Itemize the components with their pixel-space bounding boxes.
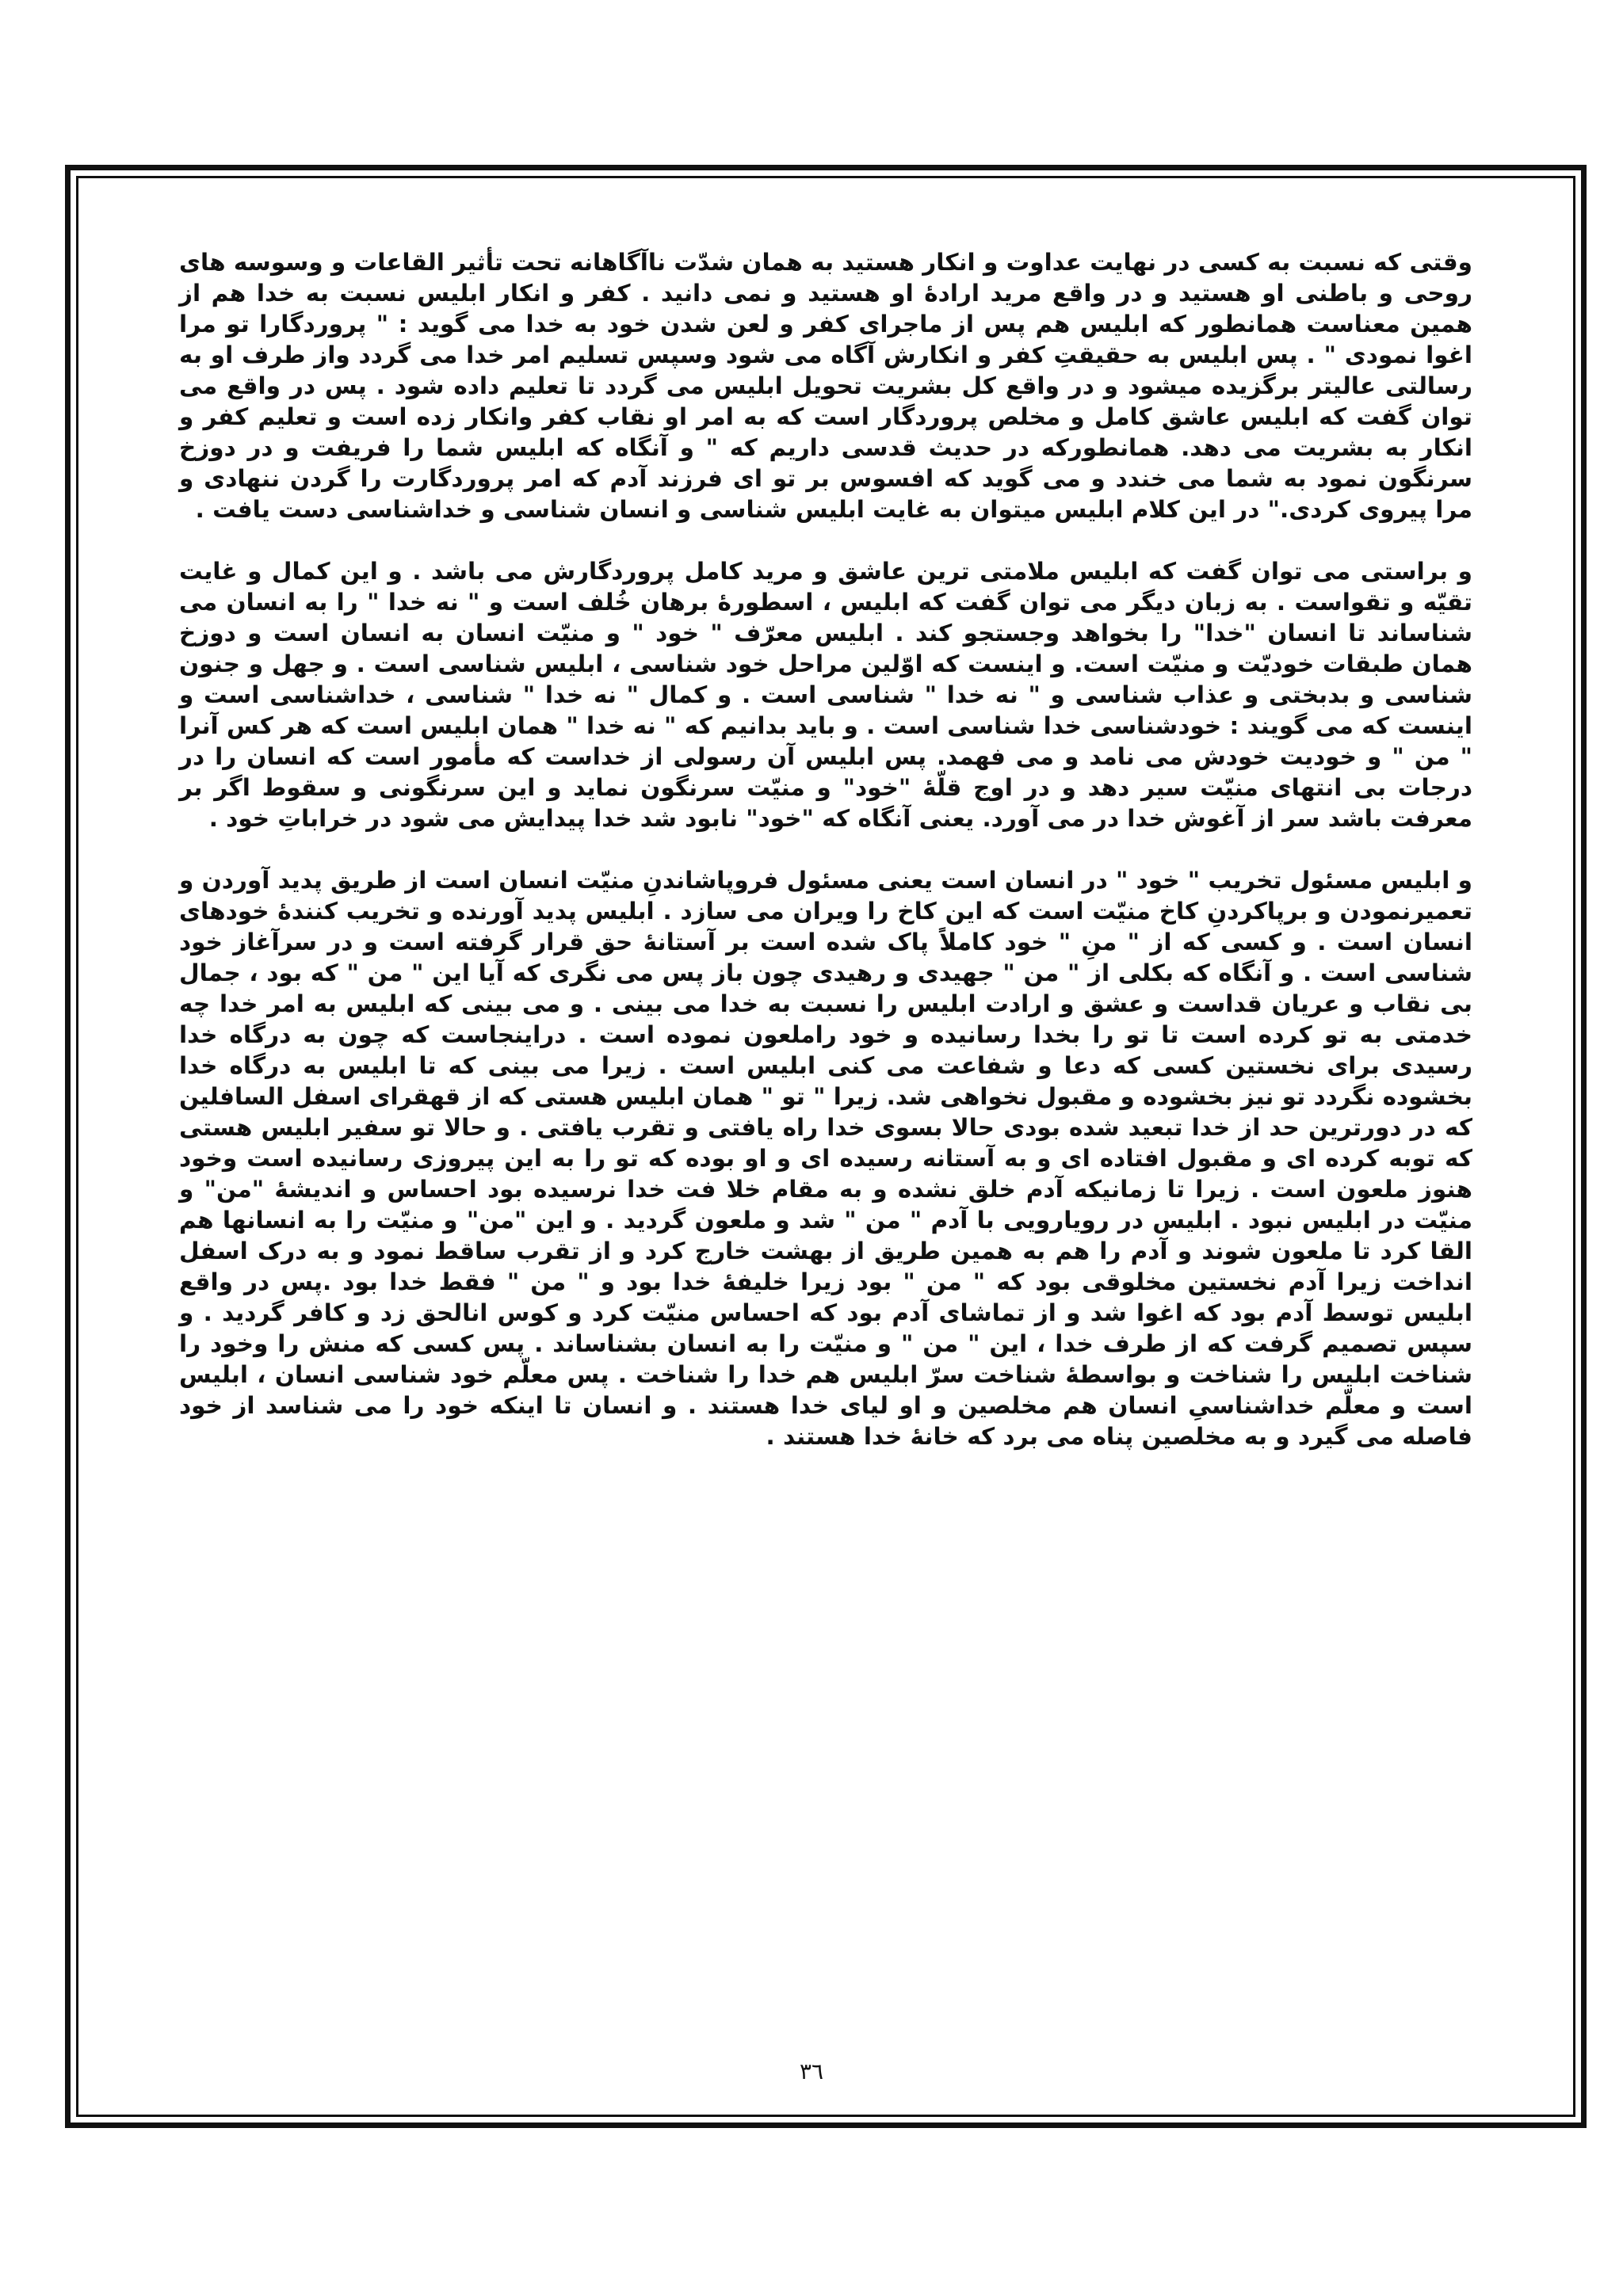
- paragraph-3: و ابلیس مسئول تخریب " خود " در انسان است یعنی مسئول فروپاشاندنِ منیّت انسان است از طریق پدید آوردن و تعمیرنمودن و برپاکردنِ کاخ منیّت است که این کاخ را ویران می سازد . ابلیس پدید آورنده و تخریب کنندهٔ خودهای انسان است . و کسی که از " منِ " خود کاملاً پاک شده است بر آستانهٔ حق قرار گرفته است و در سرآغاز خود شناسی است . و آنگاه که بکلی از " من " جهیدی و رهیدی چون باز پس می نگری که آیا این " من " که بود ، جمال بی نقاب و عریان قداست و عشق و ارادت ابلیس را نسبت به خدا می بینی . و می بینی که ابلیس به امر خدا چه خدمتی به تو کرده است تا تو را بخدا رسانیده و خود راملعون نموده است . دراینجاست که چون به درگاه خدا رسیدی برای نخستین کسی که دعا و شفاعت می کنی ابلیس است . زیرا می بینی که تا ابلیس به درگاه خدا بخشوده نگردد تو نیز بخشوده و مقبول نخواهی شد. زیرا " تو " همان ابلیس هستی که از قهقرای اسفل السافلین که در دورترین حد از خدا تبعید شده بودی حالا بسوی خدا راه یافتی و تقرب یافتی . و حالا تو سفیر ابلیس هستی که توبه کرده ای و مقبول افتاده ای و به آستانه رسیده ای و او بوده که تو را به این پیروزی رسانیده است وخود هنوز ملعون است . زیرا تا زمانیکه آدم خلق نشده و به مقام خلا فت خدا نرسیده بود احساس و اندیشهٔ "من" و منیّت در ابلیس نبود . ابلیس در رویارویی با آدم " من " شد و ملعون گردید . و این "من" و منیّت را به انسانها هم القا کرد تا ملعون شوند و آدم را هم به همین طریق از بهشت خارج کرد و از تقرب ساقط نمود و به درک اسفل انداخت زیرا آدم نخستین مخلوقی بود که " من " بود زیرا خلیفهٔ خدا بود و " من " فقط خدا بود .پس در واقع ابلیس توسط آدم بود که اغوا شد و از تماشای آدم بود که احساس منیّت کرد و کوس انالحق زد و کافر گردید . و سپس تصمیم گرفت که از طرف خدا ، این " من " و منیّت را به انسان بشناساند . پس کسی که منش را وخود را شناخت ابلیس را شناخت و بواسطهٔ شناخت سرّ ابلیس هم خدا را شناخت . پس معلّم خود شناسی انسان ، ابلیس است و معلّم خداشناسیِ انسان هم مخلصین و او لیای خدا هستند . و انسان تا اینکه خود را می شناسد از خود فاصله می گیرد و به مخلصین پناه می برد که خانهٔ خدا هستند .: [179, 867, 1472, 1450]
- page-number: ٣٦: [799, 2058, 824, 2084]
- paragraph-1: وقتی که نسبت به کسی در نهایت عداوت و انکار هستید به همان شدّت ناآگاهانه تحت تأثیر القاعات و وسوسه های روحی و باطنی او هستید و در واقع مرید ارادهٔ او هستید و نمی دانید . کفر و انکار ابلیس نسبت به خدا هم از همین معناست همانطور که ابلیس هم پس از ماجرای کفر و لعن شدن خود به خدا می گوید : " پروردگارا تو مرا اغوا نمودی " . پس ابلیس به حقیقتِ کفر و انکارش آگاه می شود وسپس تسلیم امر خدا می گردد واز طرف او به رسالتی عالیتر برگزیده میشود و در واقع کل بشریت تحویل ابلیس می گردد تا تعلیم داده شود . پس در واقع می توان گفت که ابلیس عاشق کامل و مخلص پروردگار است که به امر او نقاب کفر وانکار زده است و تعلیم کفر و انکار به بشریت می دهد. همانطورکه در حدیث قدسی داریم که " و آنگاه که ابلیس شما را فریفت و در دوزخ سرنگون نمود به شما می خندد و می گوید که افسوس بر تو ای فرزند آدم که امر پروردگارت را گردن ننهادی و مرا پیروی کردی." در این کلام ابلیس میتوان به غایت ابلیس شناسی و انسان شناسی و خداشناسی دست یافت .: [179, 249, 1472, 523]
- paragraph-2: و براستی می توان گفت که ابلیس ملامتی ترین عاشق و مرید کامل پروردگارش می باشد . و این کمال و غایت تقیّه و تقواست . به زبان دیگر می توان گفت که ابلیس ، اسطورهٔ برهان خُلف است و " نه خدا " را به انسان می شناساند تا انسان "خدا" را بخواهد وجستجو کند . ابلیس معرّف " خود " و منیّت انسان به انسان است و دوزخ همان طبقات خودیّت و منیّت است. و اینست که اوّلین مراحل خود شناسی ، ابلیس شناسی است . و جهل و جنون شناسی و بدبختی و عذاب شناسی و " نه خدا " شناسی است . و کمال " نه خدا " شناسی ، خداشناسی است و اینست که می گویند : خودشناسی خدا شناسی است . و باید بدانیم که " نه خدا " همان ابلیس است که هر کس آنرا " من " و خودیت خودش می نامد و می فهمد. پس ابلیس آن رسولی از خداست که مأمور است که انسان را در درجات بی انتهای منیّت سیر دهد و در اوج قلّهٔ "خود" و منیّت سرنگون نماید و این سرنگونی و سقوط اگر بر معرفت باشد سر از آغوش خدا در می آورد. یعنی آنگاه که "خود" نابود شد خدا پیدایش می شود در خراباتِ خود .: [179, 558, 1472, 832]
- document-body: [179, 247, 1472, 1483]
